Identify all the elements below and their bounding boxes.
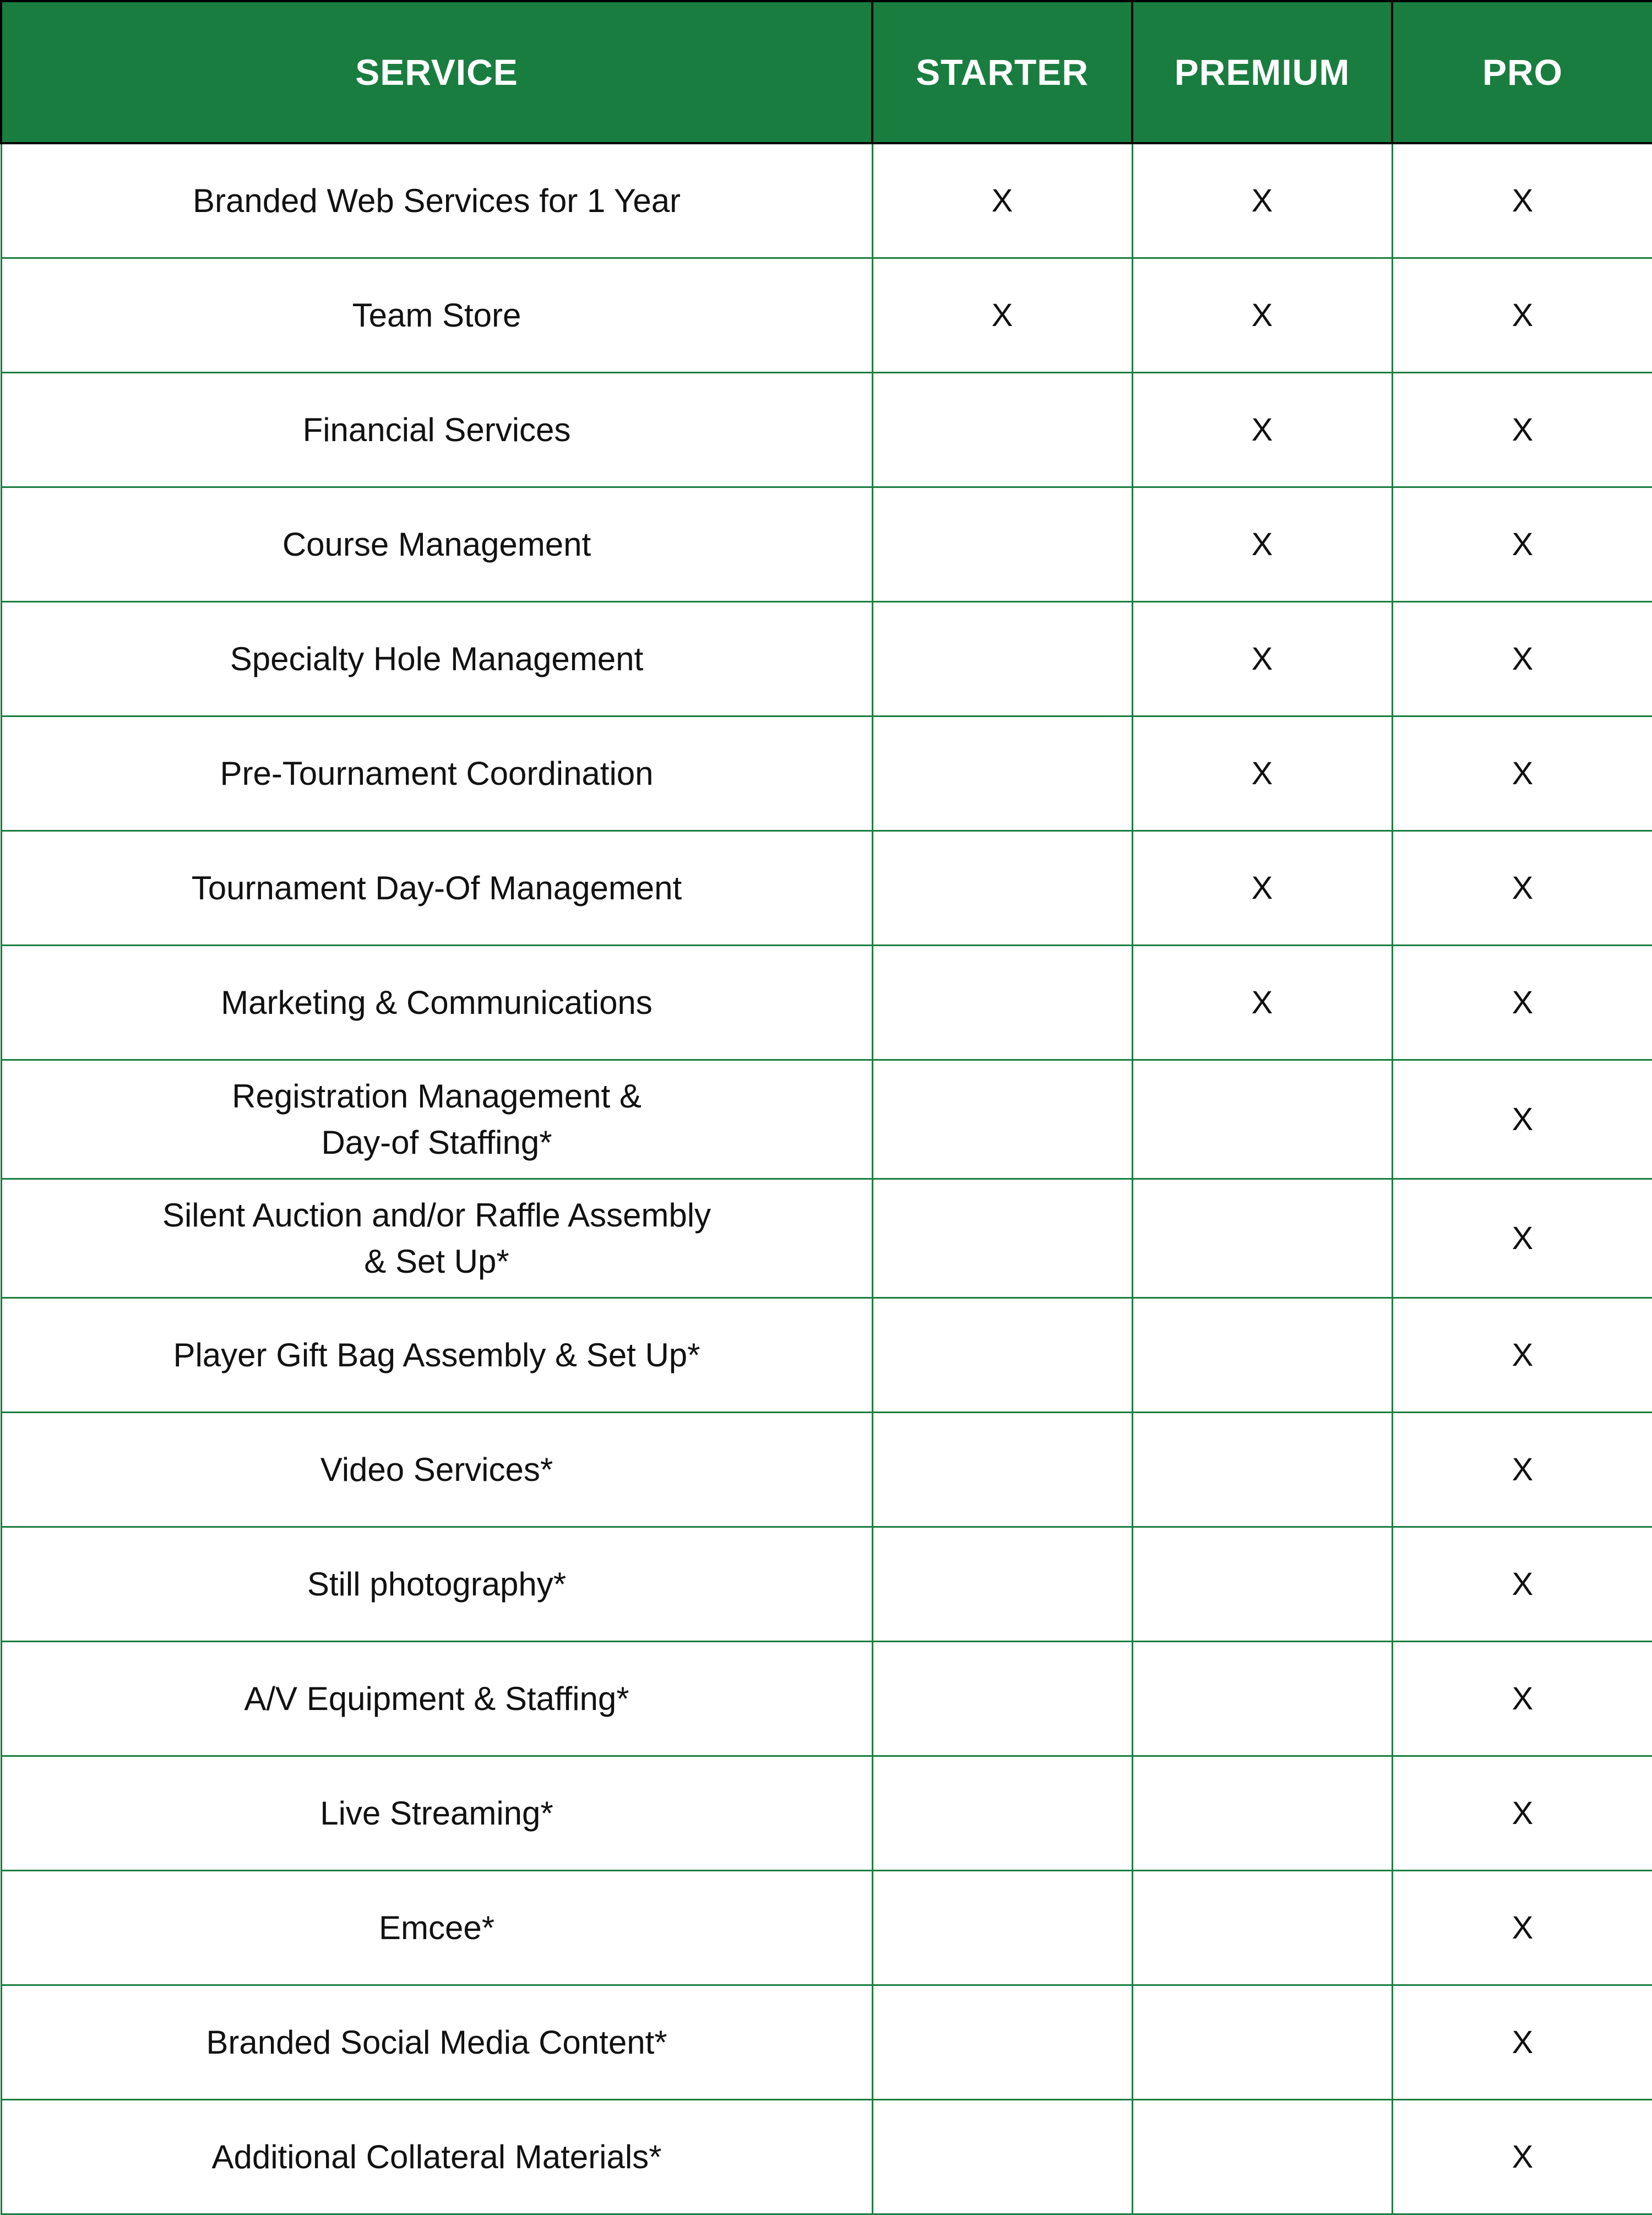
pro-cell: X (1392, 1527, 1652, 1642)
service-cell: Branded Web Services for 1 Year (1, 143, 872, 258)
premium-cell: X (1132, 602, 1392, 716)
service-cell: Registration Management & Day-of Staffing* (1, 1060, 872, 1179)
header-service: SERVICE (1, 1, 872, 143)
starter-cell: X (872, 143, 1132, 258)
pro-cell: X (1392, 831, 1652, 946)
table-row (1, 946, 1652, 1060)
table-row (1, 831, 1652, 946)
table-row (1, 1413, 1652, 1527)
starter-cell (872, 2100, 1132, 2214)
pro-cell: X (1392, 946, 1652, 1060)
starter-cell (872, 1871, 1132, 1985)
premium-cell: X (1132, 831, 1392, 946)
starter-cell (872, 1985, 1132, 2100)
starter-cell (872, 1642, 1132, 1756)
table-row (1, 1985, 1652, 2100)
starter-cell (872, 1527, 1132, 1642)
table-row (1, 1756, 1652, 1871)
service-cell: Video Services* (1, 1413, 872, 1527)
header-row (1, 1, 1652, 143)
premium-cell: X (1132, 143, 1392, 258)
service-cell: Pre-Tournament Coordination (1, 716, 872, 831)
service-cell: Silent Auction and/or Raffle Assembly & Set Up* (1, 1179, 872, 1298)
pro-cell: X (1392, 1298, 1652, 1413)
premium-cell: X (1132, 487, 1392, 602)
starter-cell (872, 487, 1132, 602)
table-row (1, 487, 1652, 602)
table-row (1, 1060, 1652, 1179)
pro-cell: X (1392, 716, 1652, 831)
table-row (1, 716, 1652, 831)
premium-cell: X (1132, 258, 1392, 373)
starter-cell (872, 1413, 1132, 1527)
starter-cell (872, 946, 1132, 1060)
pro-cell: X (1392, 143, 1652, 258)
table-row (1, 1179, 1652, 1298)
premium-cell (1132, 1756, 1392, 1871)
pro-cell: X (1392, 1985, 1652, 2100)
pro-cell: X (1392, 1179, 1652, 1298)
premium-cell (1132, 1527, 1392, 1642)
service-cell: Still photography* (1, 1527, 872, 1642)
service-cell: Tournament Day-Of Management (1, 831, 872, 946)
starter-cell (872, 716, 1132, 831)
premium-cell (1132, 1642, 1392, 1756)
table-row (1, 258, 1652, 373)
service-cell: Player Gift Bag Assembly & Set Up* (1, 1298, 872, 1413)
service-cell: Course Management (1, 487, 872, 602)
starter-cell (872, 831, 1132, 946)
service-cell: Branded Social Media Content* (1, 1985, 872, 2100)
pro-cell: X (1392, 1756, 1652, 1871)
premium-cell (1132, 1179, 1392, 1298)
pro-cell: X (1392, 373, 1652, 487)
service-cell: Marketing & Communications (1, 946, 872, 1060)
pro-cell: X (1392, 2100, 1652, 2214)
service-cell: Team Store (1, 258, 872, 373)
starter-cell (872, 1298, 1132, 1413)
premium-cell (1132, 1871, 1392, 1985)
table-row (1, 373, 1652, 487)
premium-cell (1132, 1298, 1392, 1413)
service-cell: Financial Services (1, 373, 872, 487)
pro-cell: X (1392, 602, 1652, 716)
service-cell: Specialty Hole Management (1, 602, 872, 716)
service-cell: Additional Collateral Materials* (1, 2100, 872, 2214)
pro-cell: X (1392, 1871, 1652, 1985)
pro-cell: X (1392, 487, 1652, 602)
table-row (1, 1642, 1652, 1756)
header-premium: PREMIUM (1132, 1, 1392, 143)
starter-cell (872, 373, 1132, 487)
table-row (1, 1871, 1652, 1985)
table-row (1, 602, 1652, 716)
header-starter: STARTER (872, 1, 1132, 143)
table-row (1, 1298, 1652, 1413)
pro-cell: X (1392, 1413, 1652, 1527)
premium-cell (1132, 2100, 1392, 2214)
starter-cell (872, 1756, 1132, 1871)
pro-cell: X (1392, 1642, 1652, 1756)
table-row (1, 1527, 1652, 1642)
starter-cell (872, 602, 1132, 716)
premium-cell: X (1132, 946, 1392, 1060)
premium-cell: X (1132, 373, 1392, 487)
premium-cell (1132, 1985, 1392, 2100)
service-cell: A/V Equipment & Staffing* (1, 1642, 872, 1756)
pro-cell: X (1392, 1060, 1652, 1179)
premium-cell: X (1132, 716, 1392, 831)
premium-cell (1132, 1060, 1392, 1179)
table-row (1, 143, 1652, 258)
pro-cell: X (1392, 258, 1652, 373)
service-cell: Emcee* (1, 1871, 872, 1985)
header-pro: PRO (1392, 1, 1652, 143)
starter-cell (872, 1060, 1132, 1179)
table-row (1, 2100, 1652, 2214)
starter-cell: X (872, 258, 1132, 373)
starter-cell (872, 1179, 1132, 1298)
service-cell: Live Streaming* (1, 1756, 872, 1871)
premium-cell (1132, 1413, 1392, 1527)
